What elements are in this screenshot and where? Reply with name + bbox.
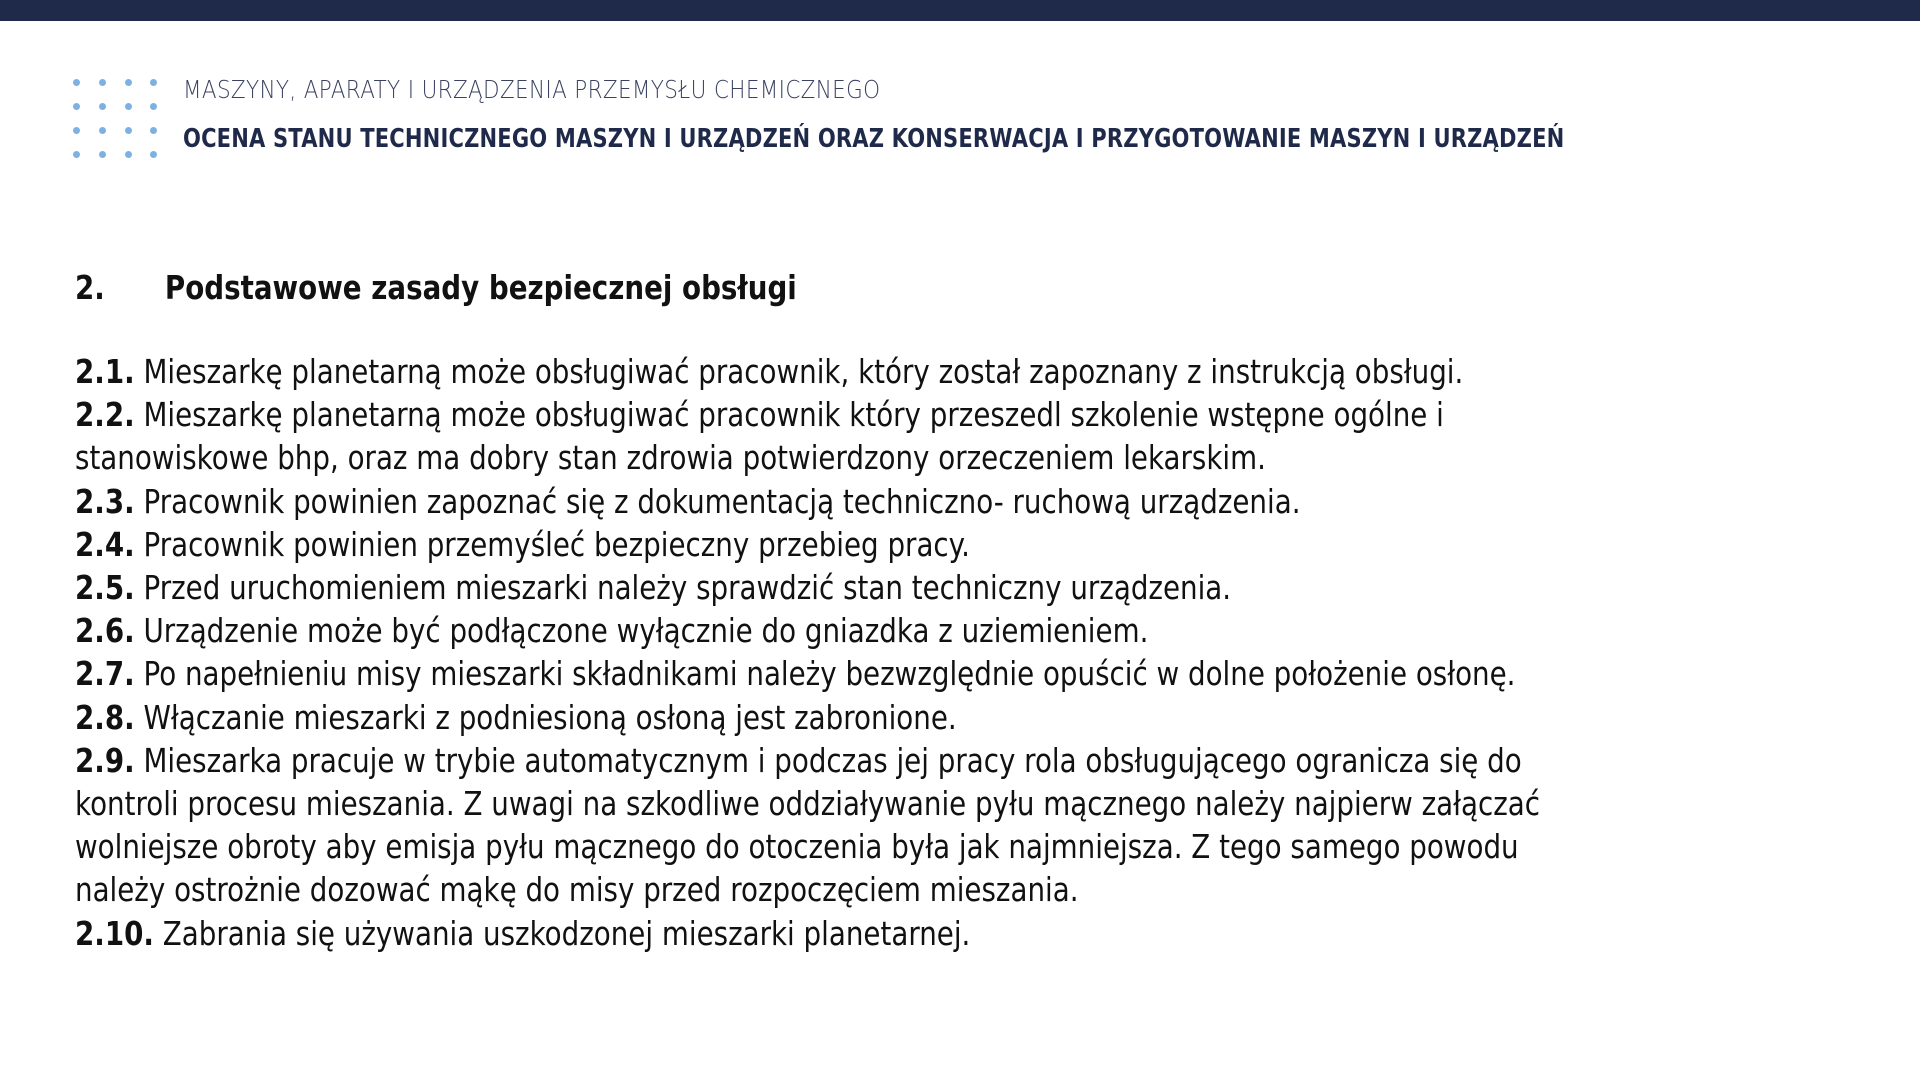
course-title: MASZYNY, APARATY I URZĄDZENIA PRZEMYSŁU CHEMICZNEGO — [183, 75, 881, 104]
section-number: 2. — [75, 268, 105, 307]
rule-number: 2.3. — [75, 481, 135, 521]
rule-item — [75, 696, 1881, 739]
rule-item — [75, 652, 1881, 695]
rule-item — [75, 523, 1881, 566]
rule-text: Pracownik powinien przemyśleć bezpieczny przebieg pracy. — [143, 524, 970, 564]
rule-number: 2.6. — [75, 611, 135, 651]
rules-list — [75, 350, 1881, 955]
module-title: OCENA STANU TECHNICZNEGO MASZYN I URZĄDZEŃ ORAZ KONSERWACJA I PRZYGOTOWANIE MASZYN I URZĄDZEŃ — [183, 124, 1565, 154]
rule-text: Przed uruchomieniem mieszarki należy sprawdzić stan techniczny urządzenia. — [143, 568, 1232, 608]
section-heading — [75, 268, 797, 307]
rule-item — [75, 350, 1881, 393]
rule-text: Zabrania się używania uszkodzonej mieszarki planetarnej. — [162, 913, 971, 953]
rule-text: kontroli procesu mieszania. Z uwagi na szkodliwe oddziaływanie pyłu mącznego należy najpierw załączać — [75, 784, 1541, 824]
rule-item — [75, 609, 1881, 652]
rule-number: 2.2. — [75, 395, 135, 435]
rule-text: Po napełnieniu misy mieszarki składnikami należy bezwzględnie opuścić w dolne położenie osłonę. — [143, 654, 1516, 694]
rule-item — [75, 739, 1881, 912]
decorative-dot-grid-icon — [73, 79, 163, 163]
rule-item — [75, 566, 1881, 609]
top-bar — [0, 0, 1920, 21]
rule-number: 2.10. — [75, 913, 154, 953]
rule-text: Mieszarkę planetarną może obsługiwać pracownik, który został zapoznany z instrukcją obsługi. — [143, 352, 1464, 391]
rule-item — [75, 393, 1881, 479]
rule-text: wolniejsze obroty aby emisja pyłu mącznego do otoczenia była jak najmniejsza. Z tego samego powodu — [75, 827, 1519, 867]
rule-number: 2.4. — [75, 524, 135, 564]
rule-item — [75, 480, 1881, 523]
section-title: Podstawowe zasady bezpiecznej obsługi — [164, 268, 797, 307]
rule-number: 2.5. — [75, 568, 135, 608]
rule-item — [75, 912, 1881, 955]
rule-text: Mieszarkę planetarną może obsługiwać pracownik który przeszedl szkolenie wstępne ogólne i — [143, 395, 1444, 435]
rule-text: Włączanie mieszarki z podniesioną osłoną jest zabronione. — [143, 697, 957, 737]
rule-number: 2.1. — [75, 352, 135, 391]
rule-number: 2.9. — [75, 740, 135, 780]
rule-number: 2.8. — [75, 697, 135, 737]
rule-text: Mieszarka pracuje w trybie automatycznym i podczas jej pracy rola obsługującego ogranicza się do — [143, 740, 1522, 780]
rule-text: Urządzenie może być podłączone wyłącznie do gniazdka z uziemieniem. — [143, 611, 1149, 651]
rule-text: stanowiskowe bhp, oraz ma dobry stan zdrowia potwierdzony orzeczeniem lekarskim. — [75, 438, 1266, 478]
rule-text: należy ostrożnie dozować mąkę do misy przed rozpoczęciem mieszania. — [75, 870, 1079, 910]
rule-text: Pracownik powinien zapoznać się z dokumentacją techniczno- ruchową urządzenia. — [143, 481, 1301, 521]
rule-number: 2.7. — [75, 654, 135, 694]
